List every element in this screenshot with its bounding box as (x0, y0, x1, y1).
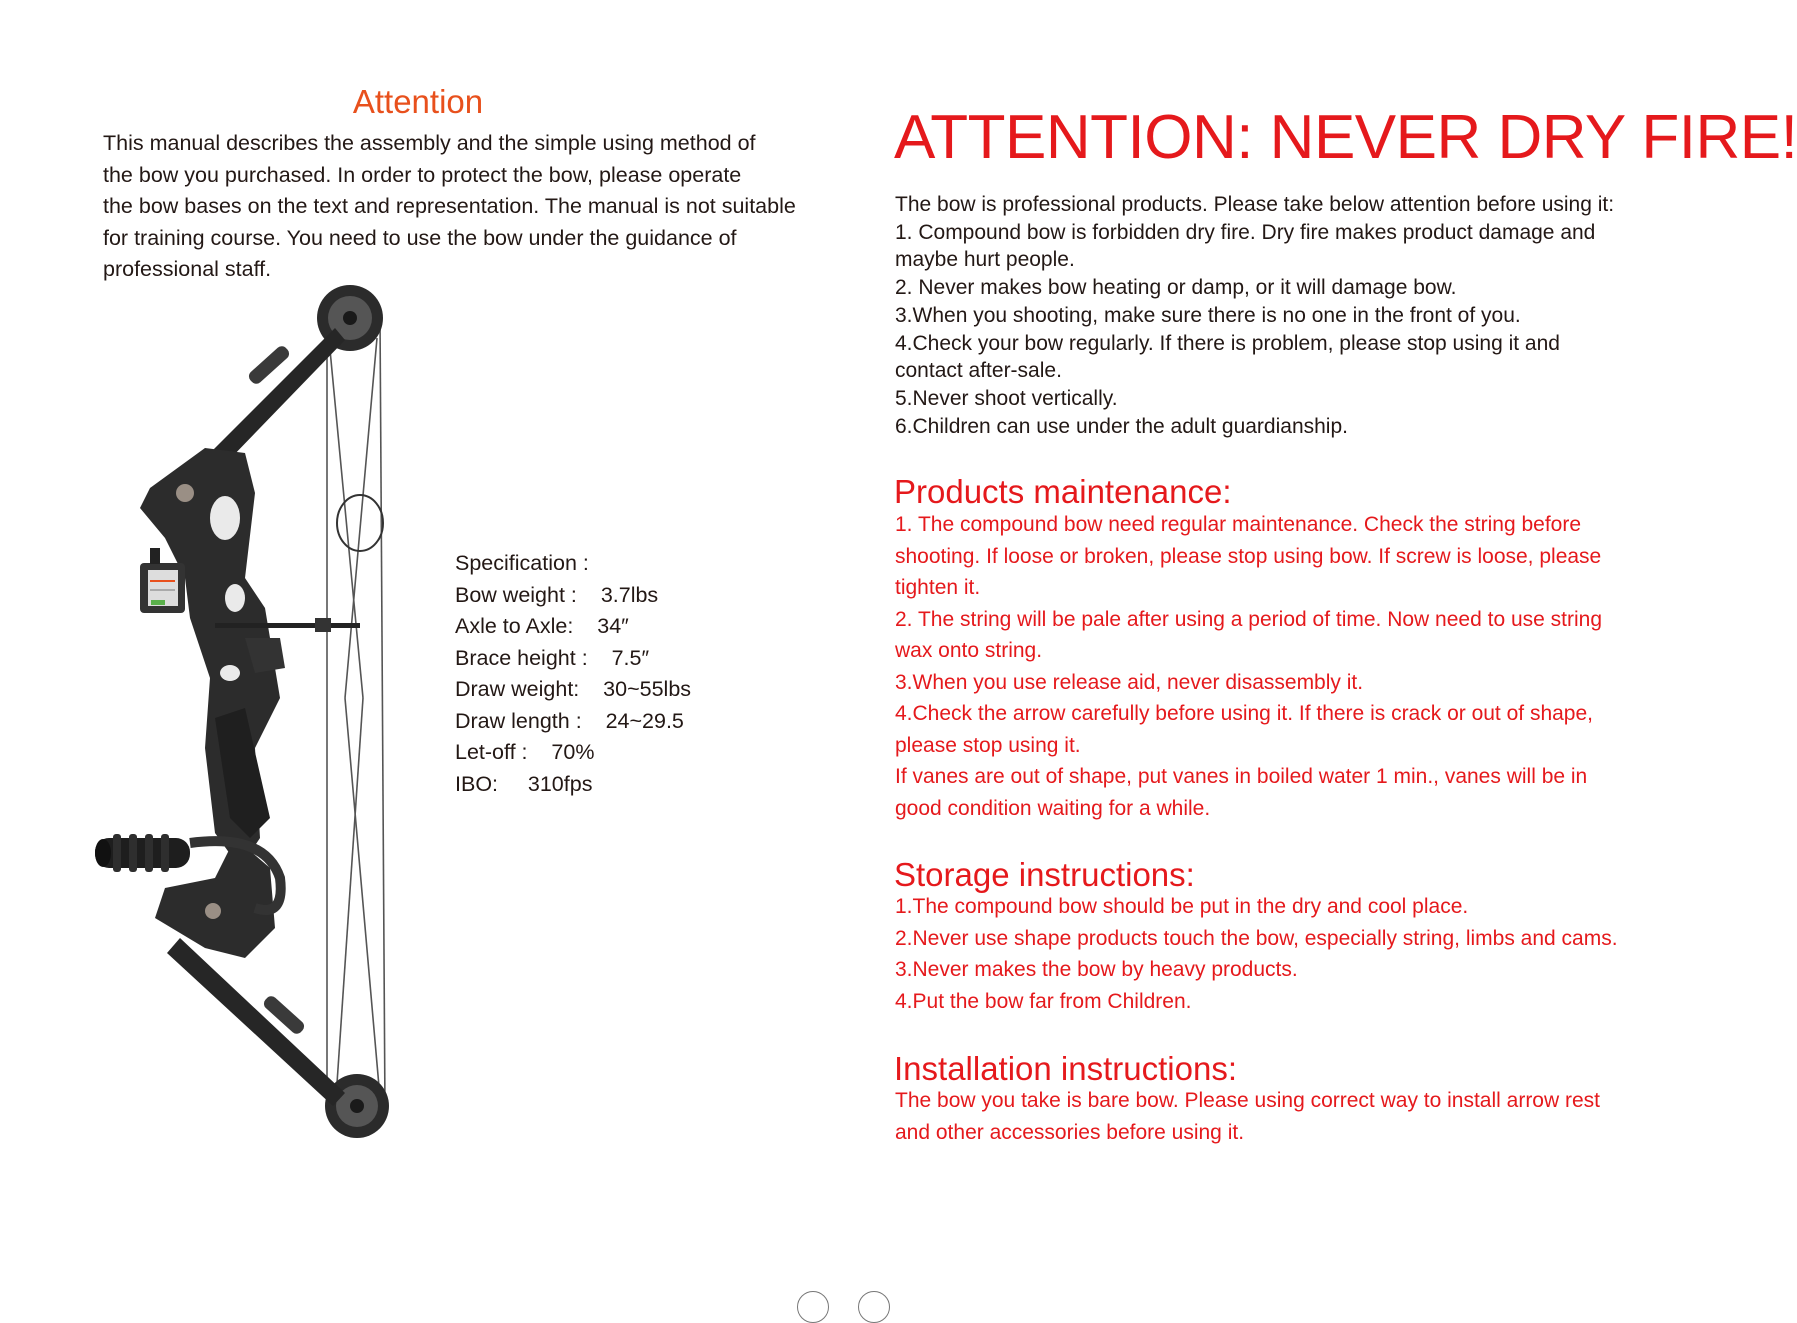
spec-row-axle-to-axle (455, 611, 691, 643)
spec-row-bow-weight (455, 580, 691, 612)
intro-line: professional staff. (103, 257, 272, 281)
storage-body (895, 891, 1685, 1017)
maintenance-body (895, 509, 1685, 824)
maintenance-line: shooting. If loose or broken, please stop using bow. If screw is loose, please (895, 544, 1602, 568)
page-next-button[interactable] (858, 1291, 890, 1323)
intro-line: the bow bases on the text and representation. The manual is not suitable (103, 194, 796, 218)
page-prev-button[interactable] (797, 1291, 829, 1323)
intro-line: This manual describes the assembly and the simple using method of (103, 131, 756, 155)
maintenance-line: wax onto string. (895, 639, 1043, 662)
spec-row-brace-height (455, 643, 691, 675)
warning-line: 6.Children can use under the adult guardianship. (895, 414, 1348, 438)
storage-line: 4.Put the bow far from Children. (895, 989, 1192, 1013)
warning-line: 4.Check your bow regularly. If there is problem, please stop using it and (895, 331, 1560, 355)
spec-row-ibo (455, 769, 691, 801)
spec-label: Bow weight : (455, 582, 577, 607)
spec-label: IBO: (455, 771, 499, 796)
installation-body (895, 1085, 1685, 1148)
maintenance-line: please stop using it. (895, 733, 1081, 757)
warning-line: The bow is professional products. Please take below attention before using it: (895, 193, 1615, 216)
intro-paragraph (103, 128, 833, 286)
spec-value: 7.5″ (611, 645, 650, 670)
spec-value: 34″ (597, 614, 629, 638)
spec-row-draw-weight (455, 674, 691, 706)
maintenance-line: tighten it. (895, 576, 981, 599)
riser-bushing (176, 484, 194, 502)
storage-heading: Storage instructions: (894, 856, 1195, 893)
spec-value: 30~55lbs (603, 677, 692, 701)
maintenance-line: 3.When you use release aid, never disassembly it. (895, 670, 1364, 694)
maintenance-line: 4.Check the arrow carefully before using it. If there is crack or out of shape, (895, 702, 1594, 725)
maintenance-line: 2. The string will be pale after using a period of time. Now need to use string (895, 607, 1602, 631)
spec-value: 70% (551, 740, 595, 764)
spec-label: Axle to Axle: (455, 614, 574, 638)
lower-limb (167, 938, 345, 1106)
spec-label: Draw weight: (455, 677, 580, 701)
maintenance-heading: Products maintenance: (894, 473, 1232, 510)
maintenance-line: If vanes are out of shape, put vanes in boiled water 1 min., vanes will be in (895, 765, 1588, 788)
storage-line: 1.The compound bow should be put in the dry and cool place. (895, 895, 1469, 918)
warning-line: 1. Compound bow is forbidden dry fire. Dry fire makes product damage and (895, 220, 1596, 244)
storage-line: 2.Never use shape products touch the bow, especially string, limbs and cams. (895, 926, 1618, 950)
maintenance-line: good condition waiting for a while. (895, 796, 1211, 820)
installation-line: The bow you take is bare bow. Please using correct way to install arrow rest (895, 1089, 1600, 1112)
warning-line: 2. Never makes bow heating or damp, or it will damage bow. (895, 276, 1457, 300)
compound-bow-image (95, 278, 415, 1153)
spec-label: Let-off : (455, 740, 528, 764)
installation-heading: Installation instructions: (894, 1050, 1238, 1087)
intro-line: for training course. You need to use the bow under the guidance of (103, 225, 737, 250)
stabilizer (95, 834, 190, 872)
spec-value: 310fps (527, 771, 593, 796)
spec-label: Draw length : (455, 708, 582, 733)
warning-line: contact after-sale. (895, 359, 1062, 383)
bow-illustration (95, 278, 415, 1153)
bow-strings (327, 318, 385, 1113)
maintenance-line: 1. The compound bow need regular maintenance. Check the string before (895, 513, 1582, 536)
installation-line: and other accessories before using it. (895, 1120, 1245, 1144)
spec-row-let-off (455, 737, 691, 769)
spec-heading: Specification : (455, 551, 589, 575)
spec-row-draw-length (455, 706, 691, 738)
specification-block (455, 548, 691, 800)
dry-fire-warnings (895, 191, 1685, 440)
never-dry-fire-title: ATTENTION: NEVER DRY FIRE! (894, 103, 1797, 172)
spec-label: Brace height : (455, 645, 588, 670)
warning-line: 5.Never shoot vertically. (895, 386, 1118, 410)
storage-line: 3.Never makes the bow by heavy products. (895, 958, 1298, 981)
spec-value: 3.7lbs (600, 582, 659, 607)
spec-value: 24~29.5 (605, 708, 684, 733)
warning-line: maybe hurt people. (895, 248, 1075, 272)
warning-line: 3.When you shooting, make sure there is no one in the front of you. (895, 303, 1521, 327)
attention-heading: Attention (352, 83, 484, 120)
intro-line: the bow you purchased. In order to protect the bow, please operate (103, 162, 742, 187)
